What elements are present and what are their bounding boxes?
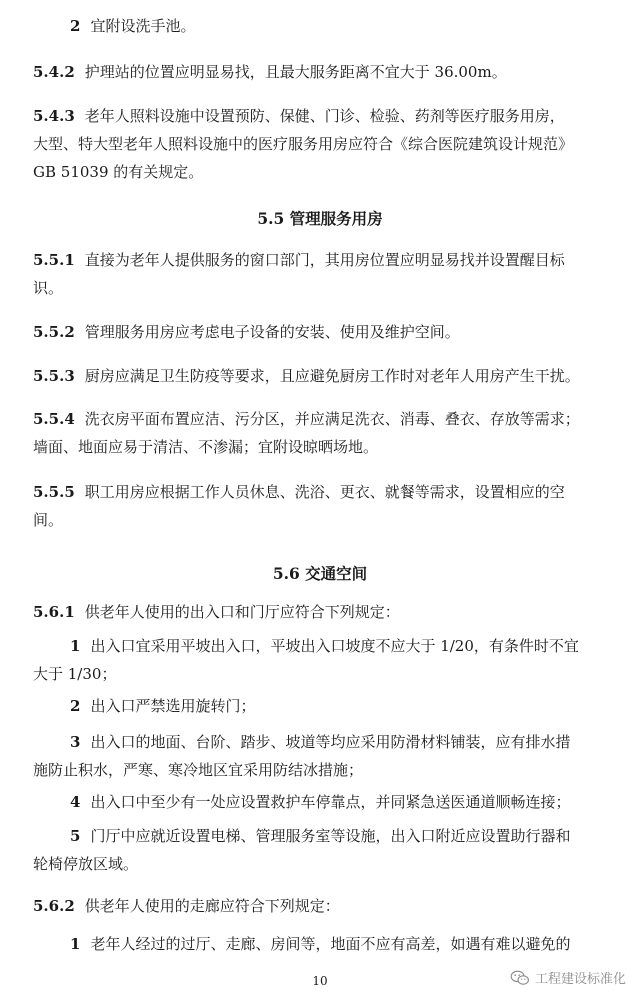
clause-text: 护理站的位置应明显易找，且最大服务距离不宜大于 36.00m。	[84, 63, 507, 81]
list-item	[33, 632, 615, 688]
clause-text: GB 51039 的有关规定。	[33, 163, 204, 181]
clause-5-5-4	[33, 405, 615, 461]
clause-number: 5.5.5	[33, 483, 75, 501]
clause-5-5-5	[33, 478, 615, 534]
section-heading-5-5: 5.5 管理服务用房	[257, 209, 383, 228]
list-item	[33, 728, 615, 784]
clause-text: 大型、特大型老年人照料设施中的医疗服务用房应符合《综合医院建筑设计规范》	[33, 135, 574, 153]
clause-number: 5.4.3	[33, 107, 75, 125]
clause-5-5-3	[33, 362, 615, 390]
clause-number: 5.5.2	[33, 323, 75, 341]
item-number: 2	[70, 17, 81, 35]
clause-5-5-1	[33, 246, 615, 302]
watermark-text: 工程建设标准化	[534, 972, 626, 987]
clause-text: 职工用房应根据工作人员休息、洗浴、更衣、就餐等需求，设置相应的空	[84, 483, 565, 501]
item-number: 3	[70, 733, 81, 751]
item-text: 出入口的地面、台阶、踏步、坡道等均应采用防滑材料铺装，应有排水措	[90, 733, 571, 751]
item-text: 轮椅停放区域。	[33, 855, 139, 873]
clause-number: 5.6.2	[33, 897, 75, 915]
clause-text: 老年人照料设施中设置预防、保健、门诊、检验、药剂等医疗服务用房，	[84, 107, 565, 125]
list-item	[70, 788, 615, 816]
item-text: 宜附设洗手池。	[90, 17, 196, 35]
clause-text: 墙面、地面应易于清洁、不渗漏；宜附设晾晒场地。	[33, 438, 379, 456]
item-number: 2	[70, 697, 81, 715]
list-item	[70, 12, 615, 40]
clause-number: 5.4.2	[33, 63, 75, 81]
item-number: 4	[70, 793, 81, 811]
item-number: 1	[70, 637, 81, 655]
item-text: 大于 1/30；	[33, 665, 117, 683]
page-number: 10	[312, 974, 328, 988]
clause-text: 供老年人使用的走廊应符合下列规定：	[84, 897, 340, 915]
wechat-icon	[510, 970, 530, 986]
item-text: 施防止积水，严寒、寒冷地区宜采用防结冰措施；	[33, 761, 364, 779]
item-number: 5	[70, 827, 81, 845]
clause-5-6-2	[33, 892, 615, 920]
clause-text: 识。	[33, 279, 64, 297]
section-heading-5-6: 5.6 交通空间	[272, 564, 368, 583]
item-text: 老年人经过的过厅、走廊、房间等，地面不应有高差，如遇有难以避免的	[90, 935, 571, 953]
clause-number: 5.5.3	[33, 367, 75, 385]
list-item	[70, 692, 615, 720]
clause-text: 直接为老年人提供服务的窗口部门，其用房位置应明显易找并设置醒目标	[84, 251, 565, 269]
clause-text: 洗衣房平面布置应洁、污分区，并应满足洗衣、消毒、叠衣、存放等需求；	[84, 410, 580, 428]
clause-number: 5.6.1	[33, 603, 75, 621]
clause-5-4-3	[33, 102, 615, 186]
clause-text: 管理服务用房应考虑电子设备的安装、使用及维护空间。	[84, 323, 460, 341]
item-number: 1	[70, 935, 81, 953]
item-text: 出入口宜采用平坡出入口，平坡出入口坡度不应大于 1/20，有条件时不宜	[90, 637, 579, 655]
clause-text: 厨房应满足卫生防疫等要求，且应避免厨房工作时对老年人用房产生干扰。	[84, 367, 580, 385]
clause-5-5-2	[33, 318, 615, 346]
item-text: 出入口中至少有一处应设置救护车停靠点，并同紧急送医通道顺畅连接；	[90, 793, 571, 811]
clause-number: 5.5.1	[33, 251, 75, 269]
clause-5-6-1	[33, 598, 615, 626]
list-item	[33, 822, 615, 878]
clause-text: 供老年人使用的出入口和门厅应符合下列规定：	[84, 603, 400, 621]
watermark	[510, 968, 626, 987]
item-text: 门厅中应就近设置电梯、管理服务室等设施，出入口附近应设置助行器和	[90, 827, 571, 845]
list-item	[70, 930, 615, 958]
clause-number: 5.5.4	[33, 410, 75, 428]
clause-text: 间。	[33, 511, 64, 529]
item-text: 出入口严禁选用旋转门；	[90, 697, 256, 715]
clause-5-4-2	[33, 58, 615, 86]
